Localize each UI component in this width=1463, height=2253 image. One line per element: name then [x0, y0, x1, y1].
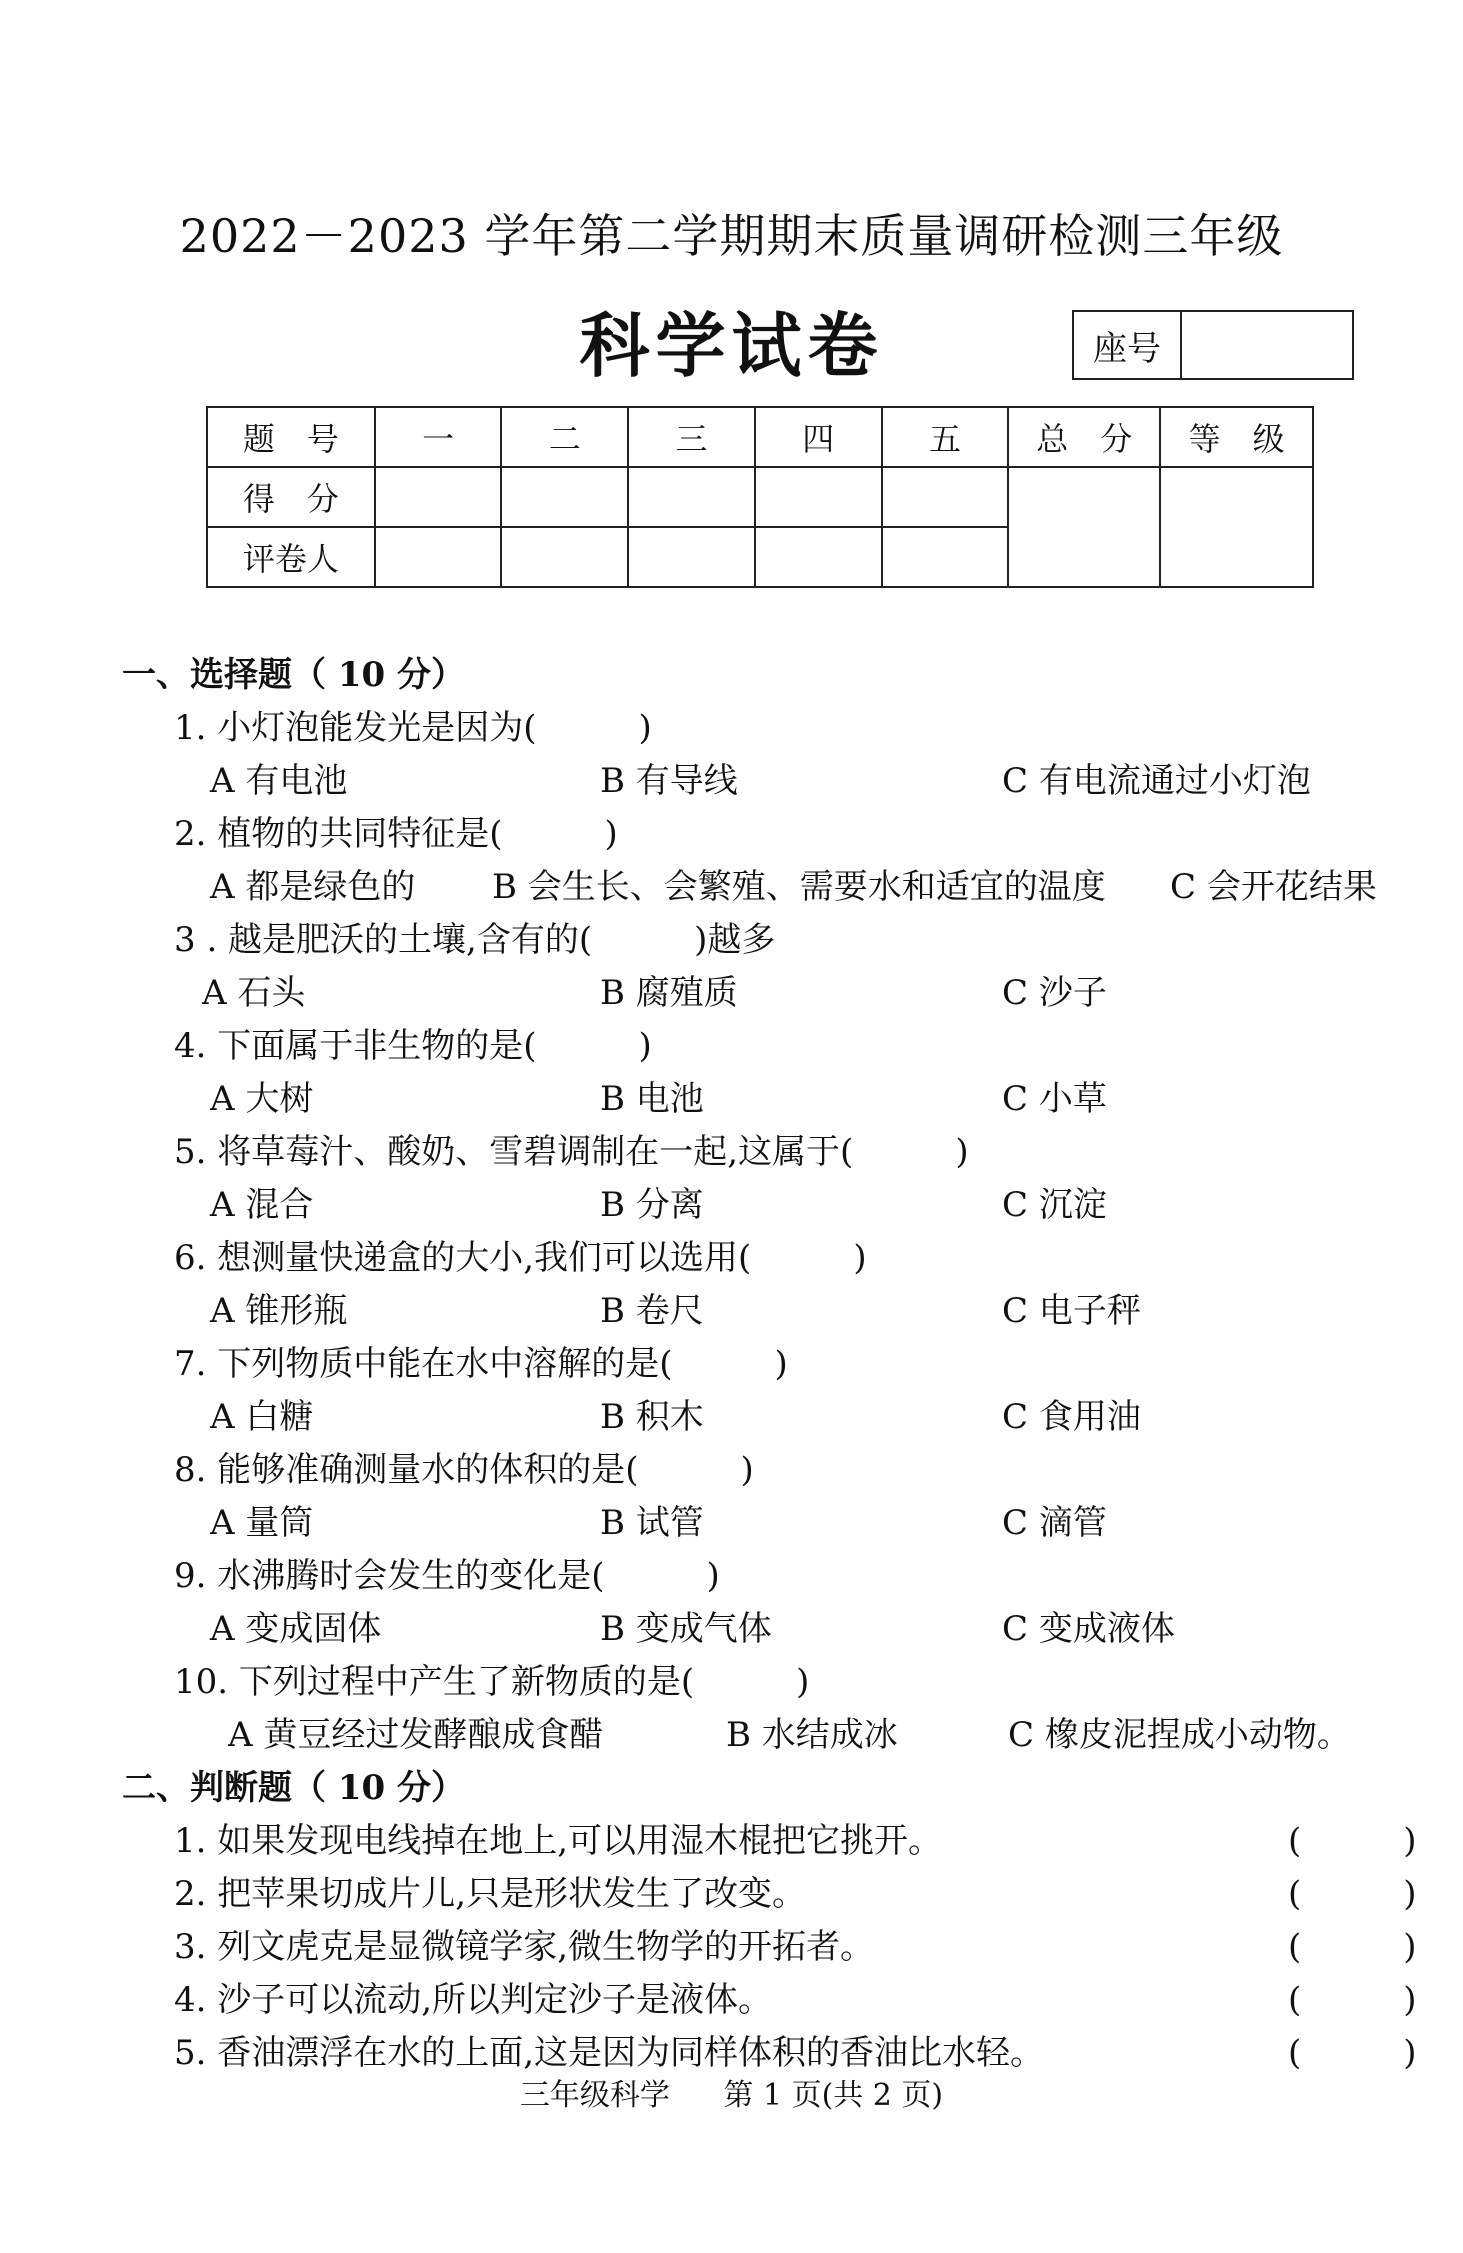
judgement-item: 4. 沙子可以流动,所以判定沙子是液体。: [174, 1980, 773, 2020]
option-b[interactable]: B 试管: [600, 1503, 704, 1543]
footer-page-number: 第 1 页(共 2 页): [723, 2078, 944, 2113]
score-table: [206, 406, 1314, 588]
page-footer: [0, 2070, 1463, 2114]
option-c[interactable]: C 橡皮泥捏成小动物。: [1008, 1715, 1351, 1755]
question: 2. 植物的共同特征是( ): [174, 814, 618, 854]
grade-cell[interactable]: [1160, 467, 1313, 587]
row-label: 得 分: [207, 467, 375, 527]
grader-cell[interactable]: [501, 527, 628, 587]
question: 10. 下列过程中产生了新物质的是( ): [174, 1662, 810, 1702]
judgement-item: 1. 如果发现电线掉在地上,可以用湿木棍把它挑开。: [174, 1821, 943, 1861]
score-cell[interactable]: [628, 467, 755, 527]
header-cell: 四: [755, 407, 882, 467]
section-title-judgement: 二、判断题（ 10 分）: [122, 1768, 465, 1808]
option-b[interactable]: B 电池: [600, 1079, 704, 1119]
score-cell[interactable]: [375, 467, 502, 527]
question: 8. 能够准确测量水的体积的是( ): [174, 1450, 754, 1490]
seat-number-box: [1072, 310, 1354, 380]
option-c[interactable]: C 电子秤: [1002, 1291, 1141, 1331]
section-title-choice: 一、选择题（ 10 分）: [122, 655, 465, 695]
option-b[interactable]: B 水结成冰: [726, 1715, 898, 1755]
answer-paren[interactable]: ( ): [1288, 1874, 1417, 1914]
exam-title: 科学试卷: [579, 304, 884, 387]
header-cell: 五: [882, 407, 1009, 467]
option-a[interactable]: A 量筒: [210, 1503, 314, 1543]
exam-heading: 2022－2023 学年第二学期期末质量调研检测三年级: [179, 209, 1284, 263]
option-a[interactable]: A 大树: [210, 1079, 314, 1119]
total-score-cell[interactable]: [1008, 467, 1160, 587]
option-b[interactable]: B 腐殖质: [600, 973, 738, 1013]
question: 6. 想测量快递盒的大小,我们可以选用( ): [174, 1238, 867, 1278]
option-b[interactable]: B 分离: [600, 1185, 704, 1225]
question: 7. 下列物质中能在水中溶解的是( ): [174, 1344, 788, 1384]
header-cell: 总 分: [1008, 407, 1160, 467]
option-c[interactable]: C 沙子: [1002, 973, 1107, 1013]
question: 5. 将草莓汁、酸奶、雪碧调制在一起,这属于( ): [174, 1132, 969, 1172]
score-cell[interactable]: [882, 467, 1009, 527]
option-c[interactable]: C 会开花结果: [1170, 867, 1377, 907]
question: 3 . 越是肥沃的土壤,含有的( )越多: [174, 920, 776, 960]
judgement-item: 3. 列文虎克是显微镜学家,微生物学的开拓者。: [174, 1927, 875, 1967]
option-b[interactable]: B 卷尺: [600, 1291, 704, 1331]
header-cell: 等 级: [1160, 407, 1313, 467]
option-a[interactable]: A 混合: [210, 1185, 314, 1225]
grader-cell[interactable]: [628, 527, 755, 587]
seat-number-field[interactable]: [1182, 312, 1352, 378]
option-a[interactable]: A 石头: [202, 973, 306, 1013]
option-b[interactable]: B 有导线: [600, 761, 738, 801]
option-b[interactable]: B 积木: [600, 1397, 704, 1437]
question: 1. 小灯泡能发光是因为( ): [174, 708, 652, 748]
header-cell: 三: [628, 407, 755, 467]
grader-cell[interactable]: [755, 527, 882, 587]
score-table-header-row: [207, 407, 1313, 467]
row-label: 评卷人: [207, 527, 375, 587]
question: 9. 水沸腾时会发生的变化是( ): [174, 1556, 720, 1596]
option-c[interactable]: C 变成液体: [1002, 1609, 1175, 1649]
answer-paren[interactable]: ( ): [1288, 1980, 1417, 2020]
option-b[interactable]: B 变成气体: [600, 1609, 772, 1649]
header-cell: 二: [501, 407, 628, 467]
answer-paren[interactable]: ( ): [1288, 1821, 1417, 1861]
question: 4. 下面属于非生物的是( ): [174, 1026, 652, 1066]
option-c[interactable]: C 食用油: [1002, 1397, 1141, 1437]
option-c[interactable]: C 沉淀: [1002, 1185, 1107, 1225]
option-a[interactable]: A 白糖: [210, 1397, 314, 1437]
judgement-item: 5. 香油漂浮在水的上面,这是因为同样体积的香油比水轻。: [174, 2033, 1045, 2073]
score-row: [207, 467, 1313, 527]
score-cell[interactable]: [501, 467, 628, 527]
option-a[interactable]: A 有电池: [210, 761, 348, 801]
header-cell: 一: [375, 407, 502, 467]
answer-paren[interactable]: ( ): [1288, 1927, 1417, 1967]
grader-cell[interactable]: [882, 527, 1009, 587]
option-c[interactable]: C 小草: [1002, 1079, 1107, 1119]
grader-cell[interactable]: [375, 527, 502, 587]
option-a[interactable]: A 锥形瓶: [210, 1291, 348, 1331]
seat-label: 座号: [1074, 312, 1182, 378]
option-a[interactable]: A 都是绿色的: [210, 867, 416, 907]
score-cell[interactable]: [755, 467, 882, 527]
option-c[interactable]: C 有电流通过小灯泡: [1002, 761, 1311, 801]
judgement-item: 2. 把苹果切成片儿,只是形状发生了改变。: [174, 1874, 807, 1914]
option-b[interactable]: B 会生长、会繁殖、需要水和适宜的温度: [492, 867, 1106, 907]
header-cell: 题 号: [207, 407, 375, 467]
answer-paren[interactable]: ( ): [1288, 2033, 1417, 2073]
footer-subject: 三年级科学: [519, 2078, 670, 2113]
option-a[interactable]: A 黄豆经过发酵酿成食醋: [228, 1715, 604, 1755]
option-c[interactable]: C 滴管: [1002, 1503, 1107, 1543]
option-a[interactable]: A 变成固体: [210, 1609, 382, 1649]
